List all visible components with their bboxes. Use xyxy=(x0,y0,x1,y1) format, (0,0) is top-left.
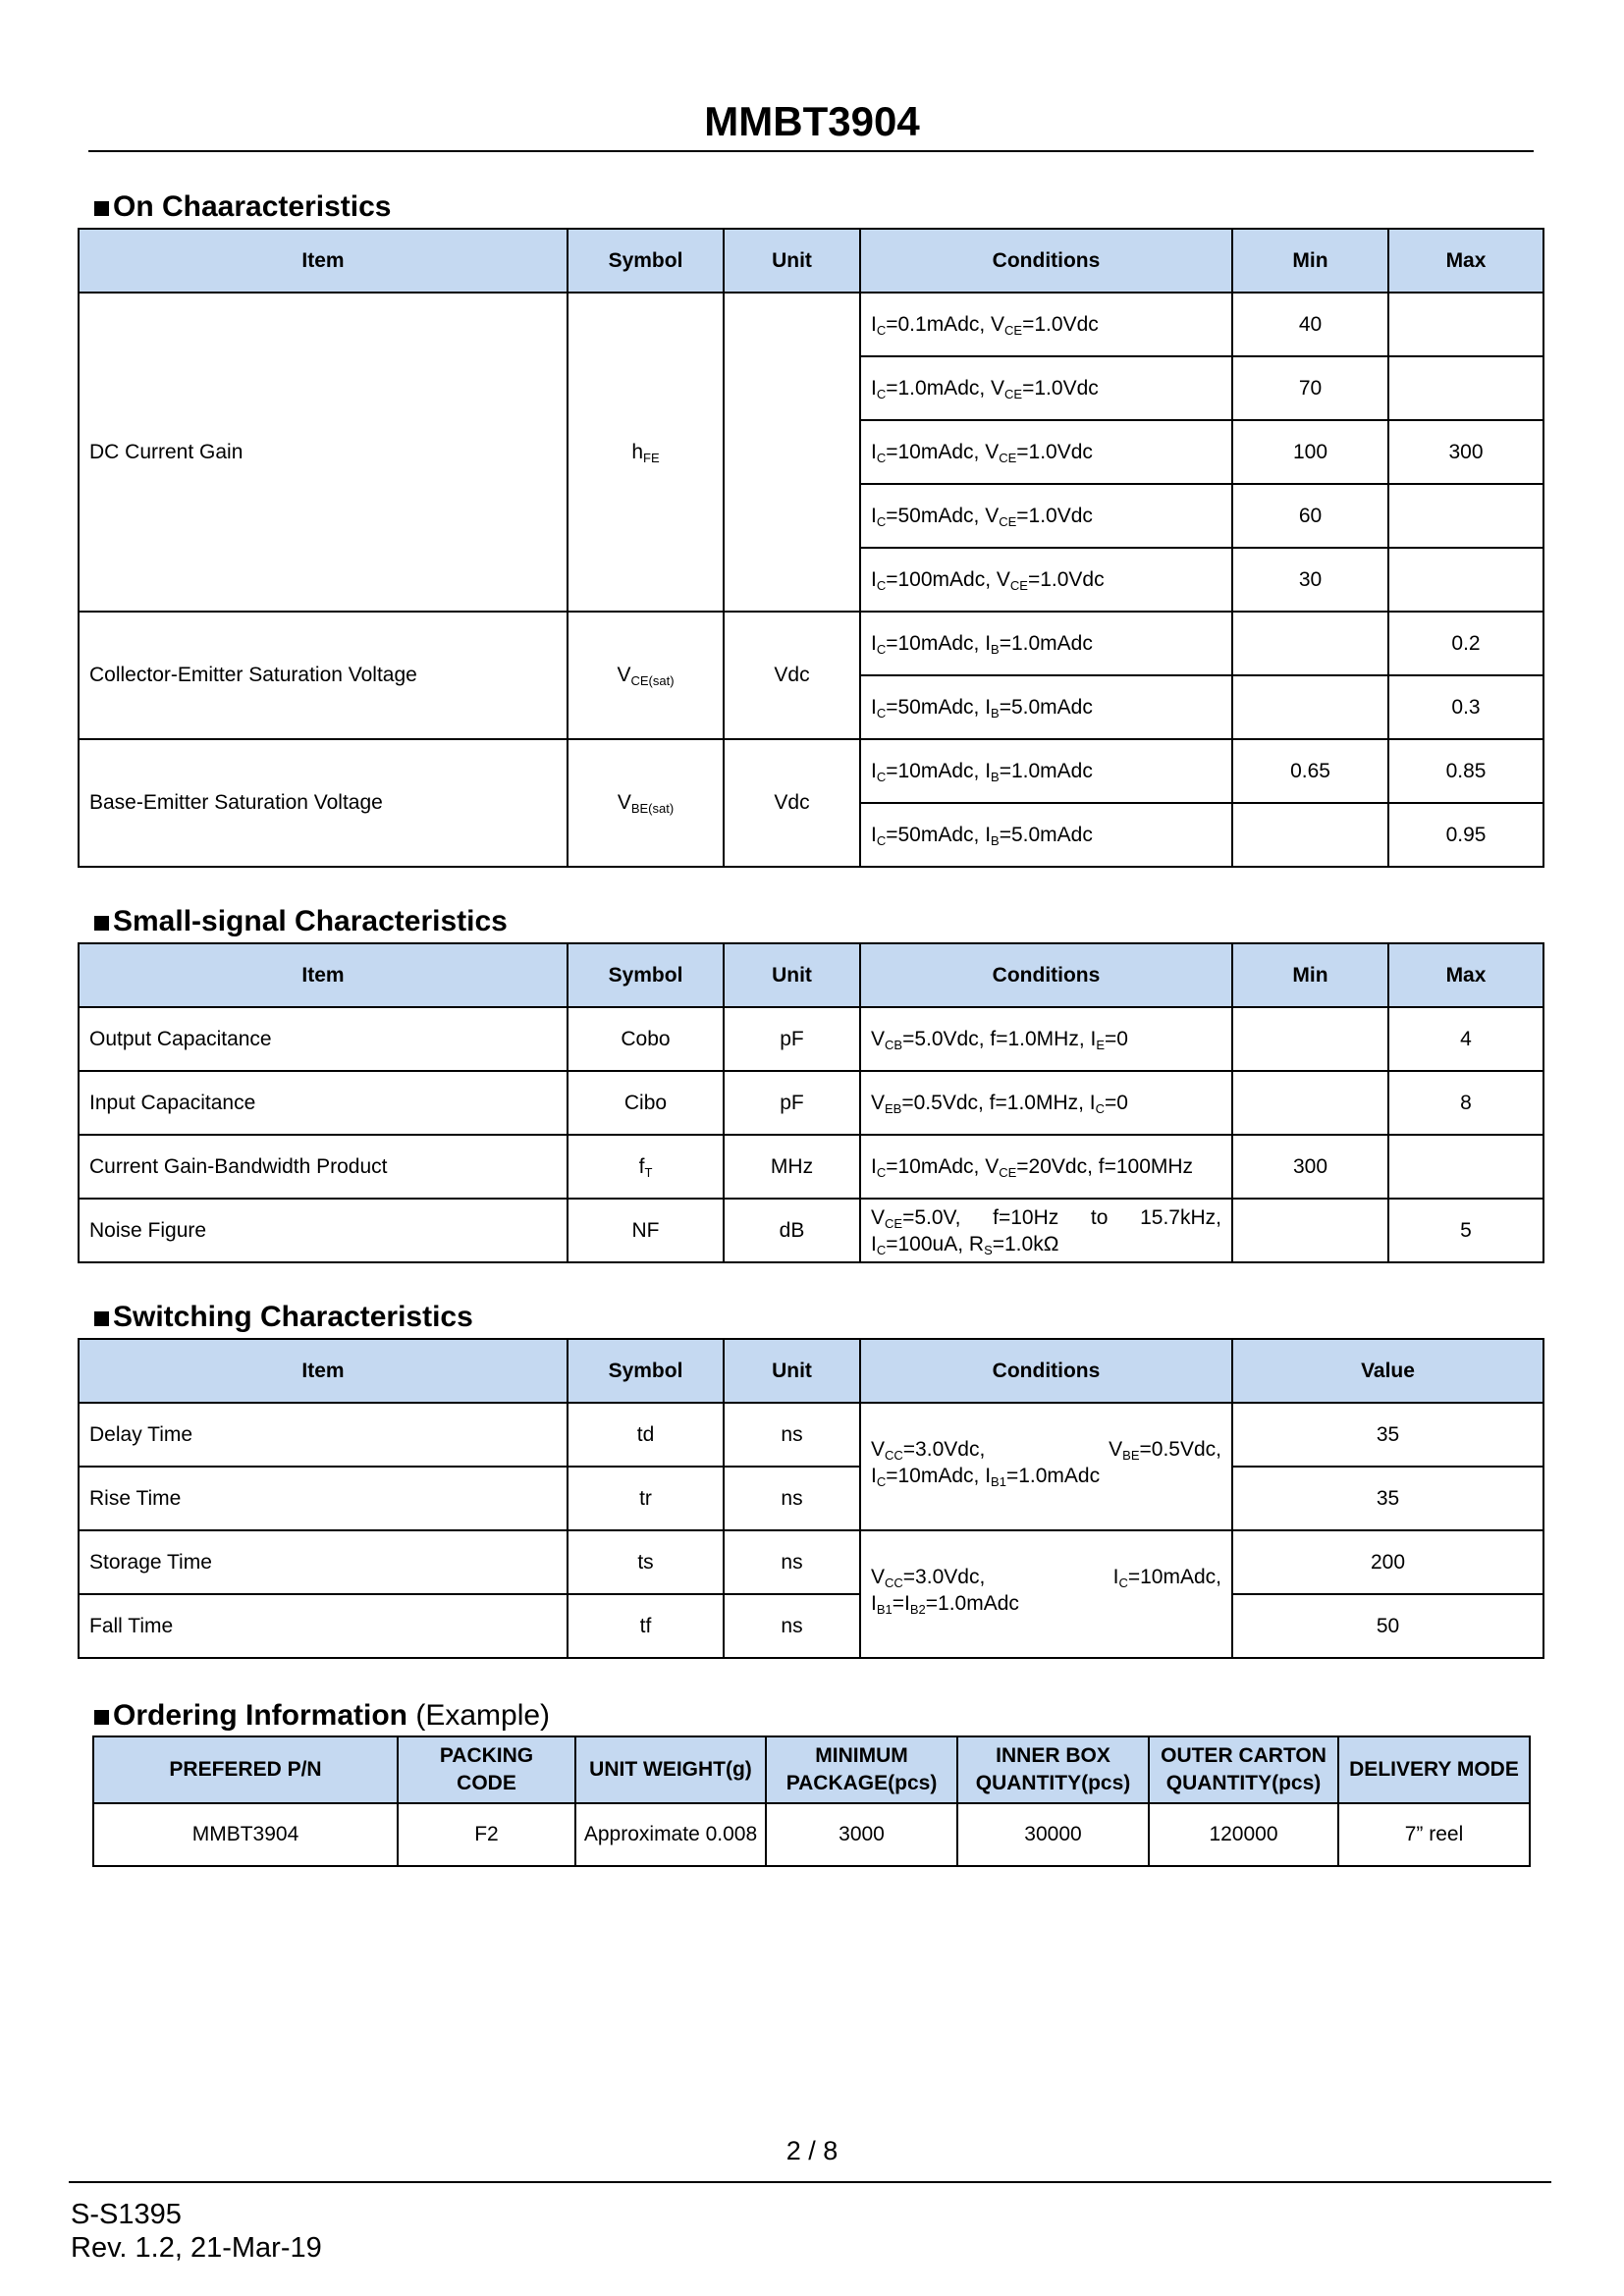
max-value: 0.2 xyxy=(1388,612,1543,675)
header-max: Max xyxy=(1388,943,1543,1007)
header-symbol: Symbol xyxy=(568,943,724,1007)
condition: $I_C=50mAdc$, $I_B=5.0mAdc$ xyxy=(860,675,1232,739)
condition: $I_C=1.0mAdc$, $V_{CE}=1.0Vdc$ xyxy=(860,356,1232,420)
max-value: 0.85 xyxy=(1388,739,1543,803)
bullet-square-icon xyxy=(94,916,109,931)
delivery-mode-value: 7” reel xyxy=(1338,1803,1530,1866)
symbol-vce-sat: $V_{CE(sat)}$ xyxy=(568,612,724,739)
header-symbol: Symbol xyxy=(568,1339,724,1403)
table-row xyxy=(79,1071,1543,1135)
header-unit: Unit xyxy=(724,1339,860,1403)
table-row xyxy=(79,293,1543,356)
switching-table xyxy=(78,1338,1544,1659)
bullet-square-icon xyxy=(94,1311,109,1326)
header-inner-box-quantity: INNER BOX QUANTITY(pcs) xyxy=(957,1736,1149,1803)
table-row xyxy=(79,1403,1543,1467)
min-value: 40 xyxy=(1232,293,1388,356)
header-min: Min xyxy=(1232,229,1388,293)
title-rule xyxy=(88,150,1534,152)
header-item: Item xyxy=(79,229,568,293)
section-title-small-signal: Small-signal Characteristics xyxy=(94,905,508,938)
item-storage-time: Storage Time xyxy=(79,1530,568,1594)
table-row xyxy=(79,1135,1543,1199)
unit-value: ns xyxy=(724,1403,860,1467)
header-conditions: Conditions xyxy=(860,229,1232,293)
symbol-ft: $f_T$ xyxy=(568,1135,724,1199)
condition-storage-fall: $V_{CC}=3.0Vdc$, $I_C=10mAdc$, $I_{B1}=I_{B2}=1.0mAdc$ xyxy=(860,1530,1232,1658)
footer-rule xyxy=(69,2181,1551,2183)
unit-ce-sat: Vdc xyxy=(724,612,860,739)
condition: $I_C=50mAdc$, $V_{CE}=1.0Vdc$ xyxy=(860,484,1232,548)
value: 35 xyxy=(1232,1467,1543,1530)
header-conditions: Conditions xyxy=(860,943,1232,1007)
table-row xyxy=(79,1594,1543,1658)
unit-value: ns xyxy=(724,1594,860,1658)
table-row xyxy=(79,1467,1543,1530)
bullet-square-icon xyxy=(94,1710,109,1725)
bullet-square-icon xyxy=(94,201,109,216)
footer-revision: Rev. 1.2, 21-Mar-19 xyxy=(71,2232,322,2264)
document-title: MMBT3904 xyxy=(704,98,920,144)
header-delivery-mode: DELIVERY MODE xyxy=(1338,1736,1530,1803)
header-symbol: Symbol xyxy=(568,229,724,293)
unit-weight-value: Approximate 0.008 xyxy=(575,1803,766,1866)
footer-doc-id: S-S1395 xyxy=(71,2199,182,2230)
unit-value: dB xyxy=(724,1199,860,1262)
condition: $I_C=10mAdc$, $I_B=1.0mAdc$ xyxy=(860,739,1232,803)
max-value: 8 xyxy=(1388,1071,1543,1135)
min-value xyxy=(1232,612,1388,675)
min-value: 60 xyxy=(1232,484,1388,548)
item-dc-current-gain: DC Current Gain xyxy=(79,293,568,612)
min-value: 70 xyxy=(1232,356,1388,420)
item-rise-time: Rise Time xyxy=(79,1467,568,1530)
item-ce-saturation-voltage: Collector-Emitter Saturation Voltage xyxy=(79,612,568,739)
table-row xyxy=(79,739,1543,803)
inner-box-value: 30000 xyxy=(957,1803,1149,1866)
section-title-switching: Switching Characteristics xyxy=(94,1301,473,1334)
item-gain-bandwidth-product: Current Gain-Bandwidth Product xyxy=(79,1135,568,1199)
symbol-td: td xyxy=(568,1403,724,1467)
condition: $I_C=10mAdc$, $V_{CE}=1.0Vdc$ xyxy=(860,420,1232,484)
header-value: Value xyxy=(1232,1339,1543,1403)
value: 35 xyxy=(1232,1403,1543,1467)
outer-carton-value: 120000 xyxy=(1149,1803,1338,1866)
unit-be-sat: Vdc xyxy=(724,739,860,867)
max-value: 0.95 xyxy=(1388,803,1543,867)
min-value xyxy=(1232,1007,1388,1071)
unit-value: pF xyxy=(724,1071,860,1135)
condition: $V_{CE}=5.0V$, f=10Hz to 15.7kHz, $I_C=100uA$, $R_S=1.0k\Omega$ xyxy=(860,1199,1232,1262)
header-item: Item xyxy=(79,943,568,1007)
header-min: Min xyxy=(1232,943,1388,1007)
table-row xyxy=(79,1199,1543,1262)
symbol-tf: tf xyxy=(568,1594,724,1658)
min-value xyxy=(1232,1071,1388,1135)
table-row xyxy=(79,1530,1543,1594)
page-number: 2 / 8 xyxy=(785,2136,839,2165)
item-delay-time: Delay Time xyxy=(79,1403,568,1467)
min-value xyxy=(1232,803,1388,867)
symbol-cobo: Cobo xyxy=(568,1007,724,1071)
condition: $V_{CB}=5.0Vdc$, f=1.0MHz, $I_E=0$ xyxy=(860,1007,1232,1071)
condition: $I_C=10mAdc$, $I_B=1.0mAdc$ xyxy=(860,612,1232,675)
prefered-pn-value: MMBT3904 xyxy=(93,1803,398,1866)
header-conditions: Conditions xyxy=(860,1339,1232,1403)
header-unit-weight: UNIT WEIGHT(g) xyxy=(575,1736,766,1803)
condition: $I_C=50mAdc$, $I_B=5.0mAdc$ xyxy=(860,803,1232,867)
unit-value: ns xyxy=(724,1467,860,1530)
unit-value: pF xyxy=(724,1007,860,1071)
unit-value: ns xyxy=(724,1530,860,1594)
section-title-ordering: Ordering Information (Example) xyxy=(94,1699,550,1733)
value: 50 xyxy=(1232,1594,1543,1658)
max-value: 4 xyxy=(1388,1007,1543,1071)
symbol-tr: tr xyxy=(568,1467,724,1530)
symbol-nf: NF xyxy=(568,1199,724,1262)
min-value: 300 xyxy=(1232,1135,1388,1199)
header-minimum-package: MINIMUM PACKAGE(pcs) xyxy=(766,1736,957,1803)
section-title-on: On Chaaracteristics xyxy=(94,190,391,224)
packing-code-value: F2 xyxy=(398,1803,575,1866)
unit-dc-current-gain xyxy=(724,293,860,612)
item-input-capacitance: Input Capacitance xyxy=(79,1071,568,1135)
max-value: 300 xyxy=(1388,420,1543,484)
min-value xyxy=(1232,1199,1388,1262)
table-row xyxy=(79,612,1543,675)
condition: $I_C=10mAdc$, $V_{CE}=20Vdc$, f=100MHz xyxy=(860,1135,1232,1199)
condition: $I_C=100mAdc$, $V_{CE}=1.0Vdc$ xyxy=(860,548,1232,612)
on-characteristics-table xyxy=(78,228,1544,868)
min-value: 100 xyxy=(1232,420,1388,484)
max-value xyxy=(1388,1135,1543,1199)
header-item: Item xyxy=(79,1339,568,1403)
header-outer-carton-quantity: OUTER CARTON QUANTITY(pcs) xyxy=(1149,1736,1338,1803)
minimum-package-value: 3000 xyxy=(766,1803,957,1866)
max-value: 5 xyxy=(1388,1199,1543,1262)
table-row xyxy=(93,1803,1530,1866)
symbol-hfe: $h_{FE}$ xyxy=(568,293,724,612)
max-value: 0.3 xyxy=(1388,675,1543,739)
item-noise-figure: Noise Figure xyxy=(79,1199,568,1262)
item-be-saturation-voltage: Base-Emitter Saturation Voltage xyxy=(79,739,568,867)
header-max: Max xyxy=(1388,229,1543,293)
max-value xyxy=(1388,484,1543,548)
min-value: 30 xyxy=(1232,548,1388,612)
max-value xyxy=(1388,548,1543,612)
ordering-table xyxy=(92,1735,1531,1867)
table-row xyxy=(79,1007,1543,1071)
max-value xyxy=(1388,293,1543,356)
item-output-capacitance: Output Capacitance xyxy=(79,1007,568,1071)
header-packing-code: PACKING CODE xyxy=(398,1736,575,1803)
header-unit: Unit xyxy=(724,229,860,293)
condition: $I_C=0.1mAdc$, $V_{CE}=1.0Vdc$ xyxy=(860,293,1232,356)
max-value xyxy=(1388,356,1543,420)
min-value xyxy=(1232,675,1388,739)
min-value: 0.65 xyxy=(1232,739,1388,803)
symbol-vbe-sat: $V_{BE(sat)}$ xyxy=(568,739,724,867)
condition: $V_{EB}=0.5Vdc$, f=1.0MHz, $I_C=0$ xyxy=(860,1071,1232,1135)
condition-delay-rise: $V_{CC}=3.0Vdc$, $V_{BE}=0.5Vdc$, $I_C=10mAdc$, $I_{B1}=1.0mAdc$ xyxy=(860,1403,1232,1530)
small-signal-table xyxy=(78,942,1544,1263)
header-prefered-pn: PREFERED P/N xyxy=(93,1736,398,1803)
symbol-cibo: Cibo xyxy=(568,1071,724,1135)
unit-value: MHz xyxy=(724,1135,860,1199)
value: 200 xyxy=(1232,1530,1543,1594)
header-unit: Unit xyxy=(724,943,860,1007)
item-fall-time: Fall Time xyxy=(79,1594,568,1658)
symbol-ts: ts xyxy=(568,1530,724,1594)
